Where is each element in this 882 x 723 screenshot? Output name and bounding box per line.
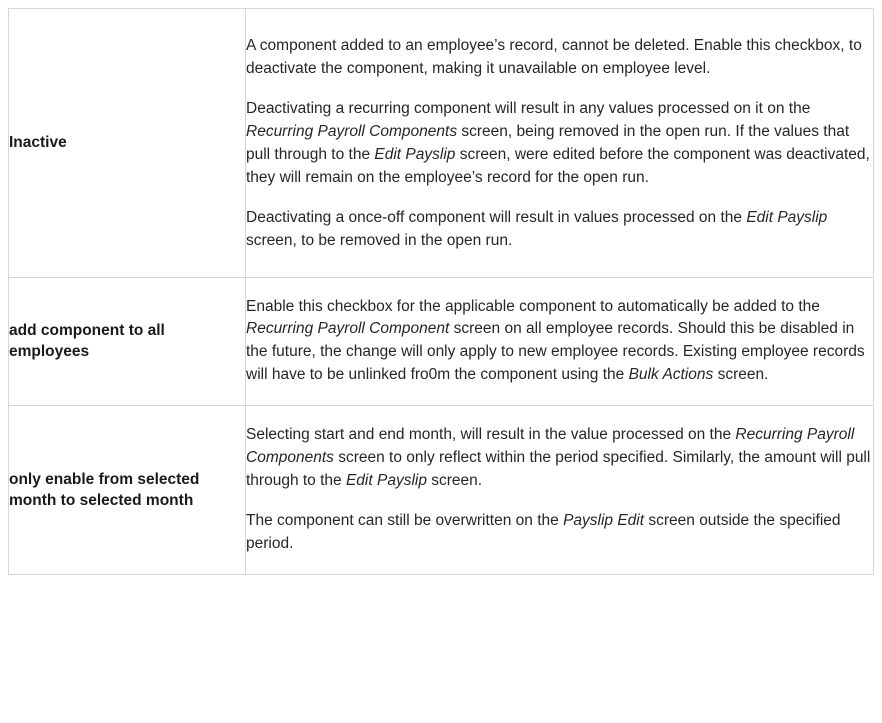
text-run: screen, being removed in the open run. If the values that pull through to the <box>246 122 850 163</box>
table-row <box>9 406 874 575</box>
text-run: screen. <box>426 472 483 490</box>
emphasis-text: Payslip Edit <box>563 512 645 530</box>
emphasis-text: Edit Payslip <box>374 145 456 163</box>
text-run: reen outside the specified period. <box>246 512 841 552</box>
term-label: only enable from selected month to selected month <box>9 406 246 575</box>
table-row <box>9 9 874 278</box>
emphasis-text: Edit Payslip <box>746 208 828 226</box>
text-run: sc <box>644 512 664 530</box>
table-row <box>9 277 874 406</box>
emphasis-text: Bulk Actions <box>628 366 714 384</box>
text-run: screen on all employee records. Should this be disabled in the future, the change will only apply to new employee records. Existing employee records will have to be unlinked fro0m the component using the <box>246 320 865 384</box>
text-run: Enable this checkbox for the applicable component to automatically be added to the <box>246 297 820 315</box>
text-run: screen. <box>713 366 769 384</box>
text-run: Deactivating a recurring component will result in any values processed on it on the <box>246 99 811 117</box>
description-cell <box>246 9 874 278</box>
text-run: screen to only reflect within the period specified. Similarly, the amount will pull through to the <box>246 449 871 490</box>
term-label: Inactive <box>9 9 246 278</box>
definitions-table <box>8 8 874 575</box>
description-cell <box>246 277 874 406</box>
paragraph <box>246 424 873 493</box>
term-label: add component to all employees <box>9 277 246 406</box>
emphasis-text: Recurring Payroll Components <box>246 426 855 467</box>
emphasis-text: Recurring Payroll Component <box>246 320 450 338</box>
emphasis-text: Edit Payslip <box>345 472 427 490</box>
paragraph <box>246 207 873 253</box>
text-run: A component added to an employee’s record, cannot be deleted. Enable this checkbox, to deactivate the component, making it unavailable on employee level. <box>246 37 862 77</box>
paragraph <box>246 98 873 190</box>
text-run: The component can still be overwritten on the <box>246 512 564 530</box>
paragraph <box>246 510 873 556</box>
text-run: screen, to be removed in the open run. <box>246 231 513 249</box>
description-cell <box>246 406 874 575</box>
paragraph <box>246 296 873 388</box>
emphasis-text: Recurring Payroll Components <box>246 122 458 140</box>
text-run: screen, were edited before the component was deactivated, they will remain on the employee’s record for the open run. <box>246 145 870 186</box>
table-body <box>9 9 874 575</box>
text-run: Selecting start and end month, will result in the value processed on the <box>246 426 736 444</box>
paragraph <box>246 35 873 81</box>
text-run: Deactivating a once-off component will result in values processed on the <box>246 208 747 226</box>
